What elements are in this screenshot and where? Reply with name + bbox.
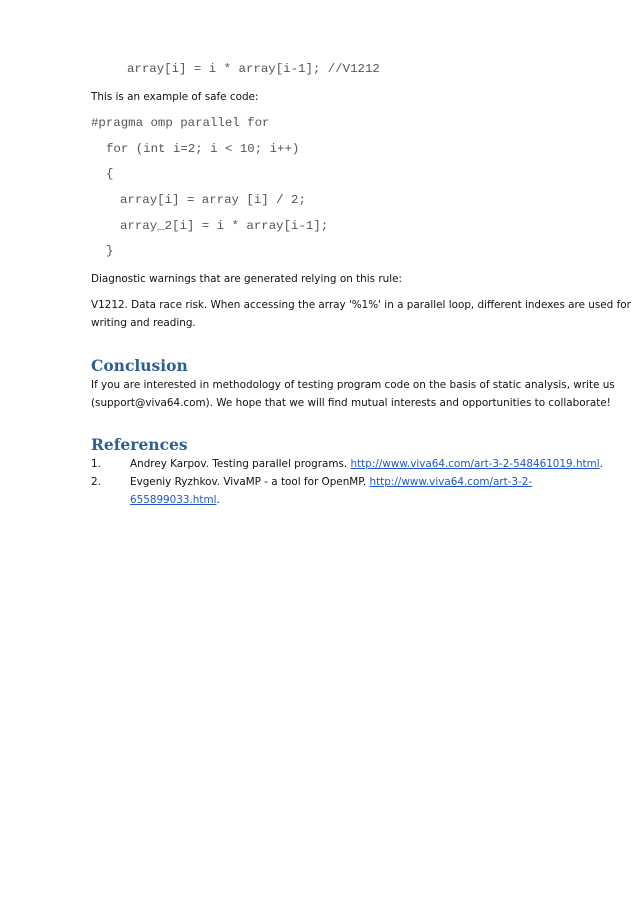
conclusion-line-1: If you are interested in methodology of testing program code on the basis of static analysis, write us bbox=[91, 379, 615, 391]
conclusion-heading: Conclusion bbox=[91, 356, 188, 375]
reference-item-2 bbox=[130, 475, 532, 489]
conclusion-line-2: (support@viva64.com). We hope that we will find mutual interests and opportunities to collaborate! bbox=[91, 397, 611, 409]
references-heading: References bbox=[91, 435, 188, 454]
code-line-pragma: #pragma omp parallel for bbox=[91, 116, 270, 130]
code-line-array2-assign: array_2[i] = i * array[i-1]; bbox=[120, 219, 329, 233]
reference-item-1 bbox=[130, 457, 603, 471]
reference-link-2-part-2[interactable]: 655899033.html bbox=[130, 494, 217, 506]
reference-item-2-continued bbox=[130, 493, 220, 507]
safe-code-intro: This is an example of safe code: bbox=[91, 91, 259, 103]
code-line-unsafe: array[i] = i * array[i-1]; //V1212 bbox=[127, 62, 380, 76]
code-line-open-brace: { bbox=[106, 167, 114, 181]
code-line-for: for (int i=2; i < 10; i++) bbox=[106, 142, 300, 156]
reference-link-2-part-1[interactable]: http://www.viva64.com/art-3-2- bbox=[369, 476, 533, 488]
code-line-close-brace: } bbox=[106, 244, 114, 258]
reference-number-2: 2. bbox=[91, 476, 101, 488]
code-line-array-assign: array[i] = array [i] / 2; bbox=[120, 193, 306, 207]
reference-suffix-1: . bbox=[599, 458, 603, 470]
diagnostic-line-2: writing and reading. bbox=[91, 317, 196, 329]
reference-text-2: Evgeniy Ryzhkov. VivaMP - a tool for OpenMP. bbox=[130, 476, 370, 488]
reference-text-1: Andrey Karpov. Testing parallel programs. bbox=[130, 458, 351, 470]
reference-link-1[interactable]: http://www.viva64.com/art-3-2-548461019.html bbox=[350, 458, 600, 470]
diagnostic-line-1: V1212. Data race risk. When accessing the array '%1%' in a parallel loop, different indexes are used for bbox=[91, 299, 631, 311]
reference-number-1: 1. bbox=[91, 458, 101, 470]
reference-suffix-2: . bbox=[216, 494, 220, 506]
diagnostic-intro: Diagnostic warnings that are generated relying on this rule: bbox=[91, 273, 402, 285]
